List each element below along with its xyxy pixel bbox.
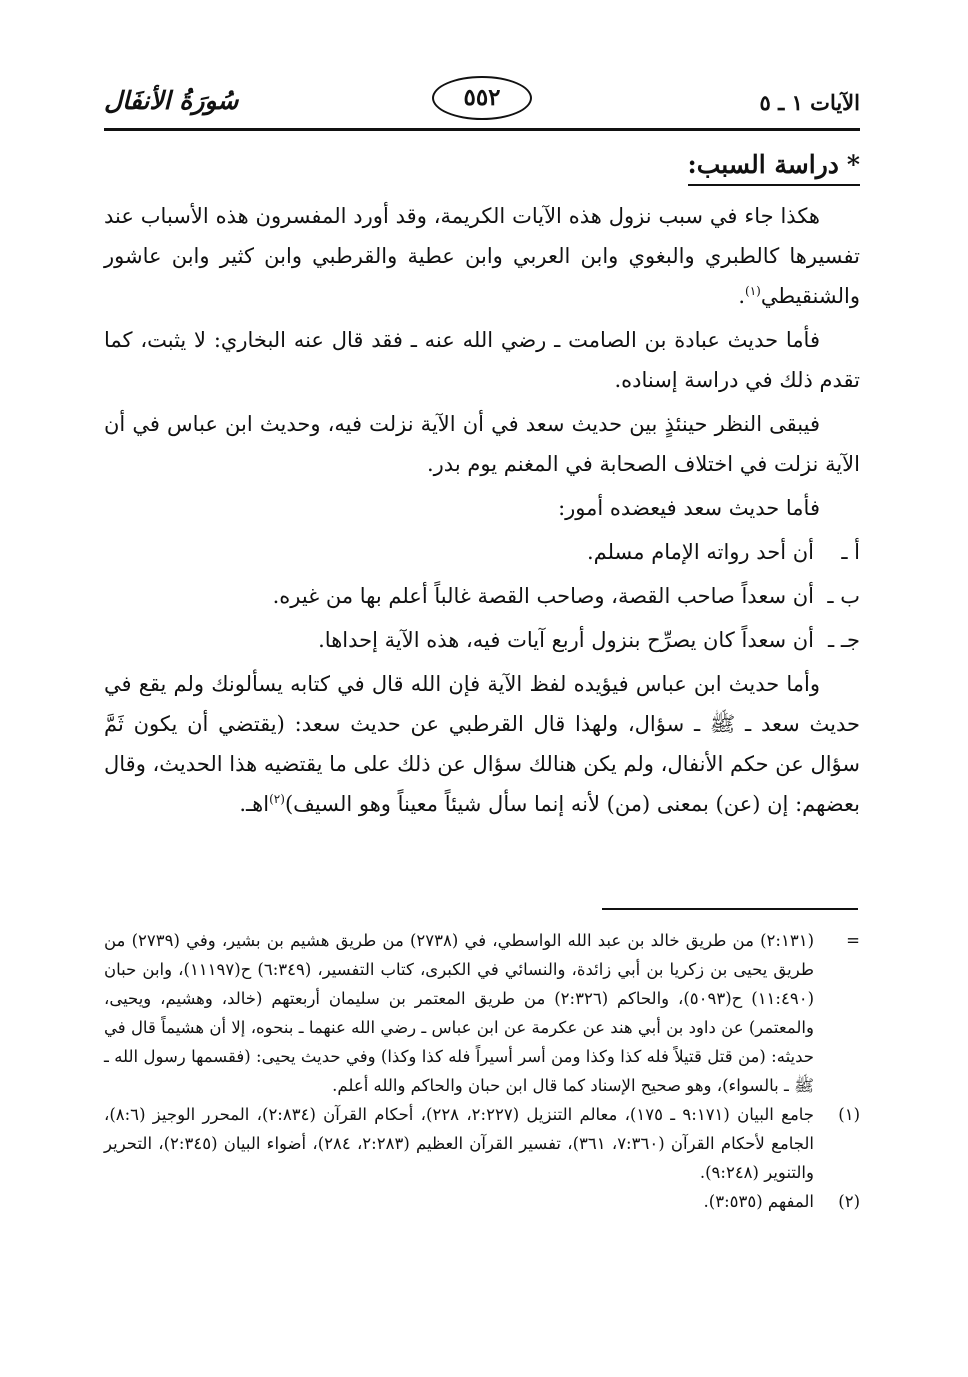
paragraph-2: فأما حديث عبادة بن الصامت ـ رضي الله عنه ـ فقد قال عنه البخاري: لا يثبت، كما تقدم ذلك في دراسة إسناده. bbox=[104, 328, 860, 392]
list-item bbox=[104, 620, 860, 660]
paragraph-5-text: وأما حديث ابن عباس فيؤيده لفظ الآية فإن الله قال في كتابه يسألونك ولم يقع في حديث سعد ـ ﷺ ـ سؤال، ولهذا قال القرطبي عن حديث سعد: (يقتضي أن يكون ثَمَّ سؤال عن حكم الأنفال، ولم يكن هنالك سؤال عن ذلك على ما يقتضيه هذا الحديث، وقال بعضهم: إن (عن) بمعنى (من) لأنه إنما سأل شيئاً معيناً وهو السيف) bbox=[104, 672, 860, 816]
footnote-ref-1: (١) bbox=[745, 284, 761, 298]
list-item-text: أن سعداً كان يصرِّح بنزول أربع آيات فيه، هذه الآية إحداها. bbox=[318, 628, 814, 652]
list-item-text: أن سعداً صاحب القصة، وصاحب القصة غالباً أعلم بها من غيره. bbox=[272, 584, 814, 608]
paragraph-5 bbox=[104, 664, 860, 824]
page-header bbox=[104, 76, 860, 134]
list-item bbox=[104, 532, 860, 572]
paragraph-4: فأما حديث سعد فيعضده أمور: bbox=[558, 496, 820, 520]
header-rule bbox=[104, 128, 860, 131]
verse-range: الآيات ١ ـ ٥ bbox=[759, 90, 860, 115]
footnote-continuation bbox=[104, 926, 860, 1100]
paragraph-1-end: . bbox=[738, 284, 746, 308]
footnote-ref-2: (٢) bbox=[269, 792, 285, 806]
footnote-marker: (١) bbox=[838, 1105, 860, 1124]
list-item-marker: أ ـ bbox=[841, 540, 860, 564]
asterisk-icon: * bbox=[846, 150, 860, 179]
footnote-text: المفهم (٣:٥٣٥). bbox=[703, 1192, 814, 1211]
footnote-1 bbox=[104, 1100, 860, 1187]
surah-name: سُورَةُ الأنفَال bbox=[104, 86, 239, 115]
page-number: ٥٥٢ bbox=[432, 76, 532, 120]
footnote-separator bbox=[602, 908, 858, 910]
footnotes bbox=[104, 926, 860, 1216]
paragraph-3: فيبقى النظر حينئذٍ بين حديث سعد في أن الآية نزلت فيه، وحديث ابن عباس في أن الآية نزلت في اختلاف الصحابة في المغنم يوم بدر. bbox=[104, 412, 860, 476]
list-item-marker: ب ـ bbox=[827, 584, 860, 608]
list-item-text: أن أحد رواته الإمام مسلم. bbox=[586, 540, 814, 564]
footnote-marker: = bbox=[846, 931, 860, 950]
footnote-2 bbox=[104, 1187, 860, 1216]
paragraph-1 bbox=[104, 196, 860, 316]
list-item-marker: جـ ـ bbox=[828, 628, 860, 652]
section-heading-text: دراسة السبب: bbox=[687, 150, 839, 179]
paragraph-1-text: هكذا جاء في سبب نزول هذه الآيات الكريمة، وقد أورد المفسرون هذه الأسباب عند تفسيرها كالطبري والبغوي وابن العربي وابن عطية والقرطبي وابن كثير وابن عاشور والشنقيطي bbox=[104, 204, 860, 308]
footnote-marker: (٢) bbox=[838, 1192, 860, 1211]
footnote-text: (٢:١٣١) من طريق خالد بن عبد الله الواسطي، في (٢٧٣٨) من طريق هشيم بن بشير، وفي (٢٧٣٩) من طريق يحيى بن زكريا بن أبي زائدة، والنسائي في الكبرى، كتاب التفسير، (٦:٣٤٩) ح(١١١٩٧)، وابن حبان (١١:٤٩٠) ح(٥٠٩٣)، والحاكم (٢:٣٢٦) من طريق المعتمر بن سليمان أربعتهم (خالد، وهشيم، ويحيى، والمعتمر) عن داود بن أبي هند عن عكرمة عن ابن عباس ـ رضي الله عنهما ـ بنحوه، إلا أن هشيماً قال في حديثه: (من قتل قتيلاً فله كذا وكذا ومن أسر أسيراً فله كذا وكذا) وفي حديث يحيى: (فقسمها رسول الله ـ ﷺ ـ بالسواء)، وهو صحيح الإسناد كما قال ابن حبان والحاكم والله أعلم. bbox=[104, 931, 815, 1095]
main-text bbox=[104, 196, 860, 828]
paragraph-5-end: اهـ. bbox=[239, 792, 270, 816]
footnote-text: جامع البيان (٩:١٧١ ـ ١٧٥)، معالم التنزيل (٢:٢٢٧، ٢٢٨)، أحكام القرآن (٢:٨٣٤)، المحرر الوجيز (٨:٦)، الجامع لأحكام القرآن (٧:٣٦٠، ٣٦١)، تفسير القرآن العظيم (٢:٢٨٣، ٢٨٤)، أضواء البيان (٢:٣٤٥)، التحرير والتنوير (٩:٢٤٨). bbox=[104, 1105, 815, 1182]
list-item bbox=[104, 576, 860, 616]
section-heading bbox=[688, 150, 860, 186]
